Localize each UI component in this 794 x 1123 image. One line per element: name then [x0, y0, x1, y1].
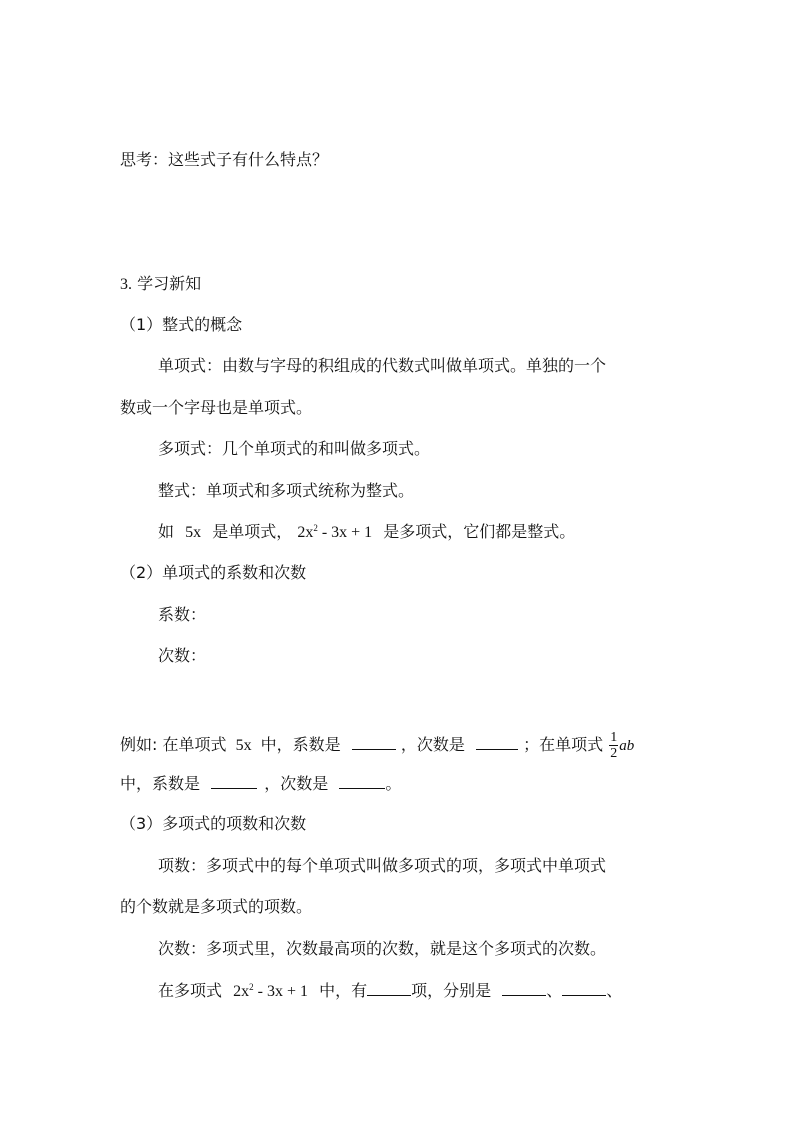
subsection-2-title: （2）单项式的系数和次数: [120, 563, 307, 582]
subsection-1-title: （1）整式的概念: [120, 315, 243, 334]
coefficient-label: 系数：: [158, 605, 207, 624]
polynomial-degree-definition: 次数：多项式里，次数最高项的次数，就是这个多项式的次数。: [158, 939, 607, 958]
example-mid: 是单项式，: [212, 522, 293, 541]
polynomial-definition: 多项式：几个单项式的和叫做多项式。: [158, 439, 431, 458]
section-title: 学习新知: [137, 274, 202, 293]
example-text-2: 中，有: [319, 981, 368, 1000]
example-monomial: 5x: [235, 737, 252, 754]
example-suffix: 是多项式，它们都是整式。: [383, 522, 576, 541]
monomial-definition-line2: 数或一个字母也是单项式。: [120, 398, 313, 417]
monomial-example-line1: [120, 730, 634, 761]
example-text-2: 中，系数是: [260, 735, 341, 754]
integral-expression-example: [158, 521, 575, 544]
polynomial-example: [158, 979, 622, 1003]
example-monomial: 5x: [185, 524, 202, 541]
term-count-definition-line1: 项数：多项式中的每个单项式叫做多项式的项，多项式中单项式: [158, 856, 607, 875]
degree-label: 次数：: [158, 646, 207, 665]
example-text-4: ；在单项式: [523, 735, 604, 754]
answer-blank[interactable]: [352, 733, 396, 750]
monomial-example-line2: [120, 772, 401, 795]
answer-blank[interactable]: [476, 733, 518, 750]
answer-blank[interactable]: [502, 979, 546, 996]
think-question: 思考：这些式子有什么特点？: [120, 150, 329, 169]
answer-blank[interactable]: [367, 979, 411, 996]
subsection-3-title: （3）多项式的项数和次数: [120, 814, 307, 833]
separator: 、: [606, 981, 623, 1000]
section-number: 3.: [120, 276, 132, 293]
example-text-1: 在多项式: [158, 981, 223, 1000]
integral-expression-definition: 整式：单项式和多项式统称为整式。: [158, 481, 415, 500]
variable-ab: ab: [619, 738, 635, 754]
fraction-one-half: $\frac{1}{2}$: [610, 730, 618, 761]
example-text-3: 项，分别是: [411, 981, 492, 1000]
example-prefix: 如: [158, 522, 175, 541]
example-text-3: ，次数是: [400, 735, 465, 754]
answer-blank[interactable]: [211, 772, 257, 789]
example-polynomial: $2x^2 - 3x + 1$: [233, 982, 308, 1000]
monomial-definition-line1: 单项式：由数与字母的积组成的代数式叫做单项式。单独的一个: [158, 356, 607, 375]
example-text-6: ，次数是: [264, 774, 329, 793]
term-count-definition-line2: 的个数就是多项式的项数。: [120, 897, 313, 916]
answer-blank[interactable]: [339, 772, 385, 789]
answer-blank[interactable]: [562, 979, 606, 996]
example-text-5: 中，系数是: [120, 774, 201, 793]
section-3-heading: [120, 273, 201, 296]
example-text-7: 。: [385, 774, 402, 793]
example-polynomial: $2x^2 - 3x + 1$: [297, 523, 373, 541]
separator: 、: [546, 981, 563, 1000]
example-text-1: 例如: 在单项式: [120, 735, 227, 754]
